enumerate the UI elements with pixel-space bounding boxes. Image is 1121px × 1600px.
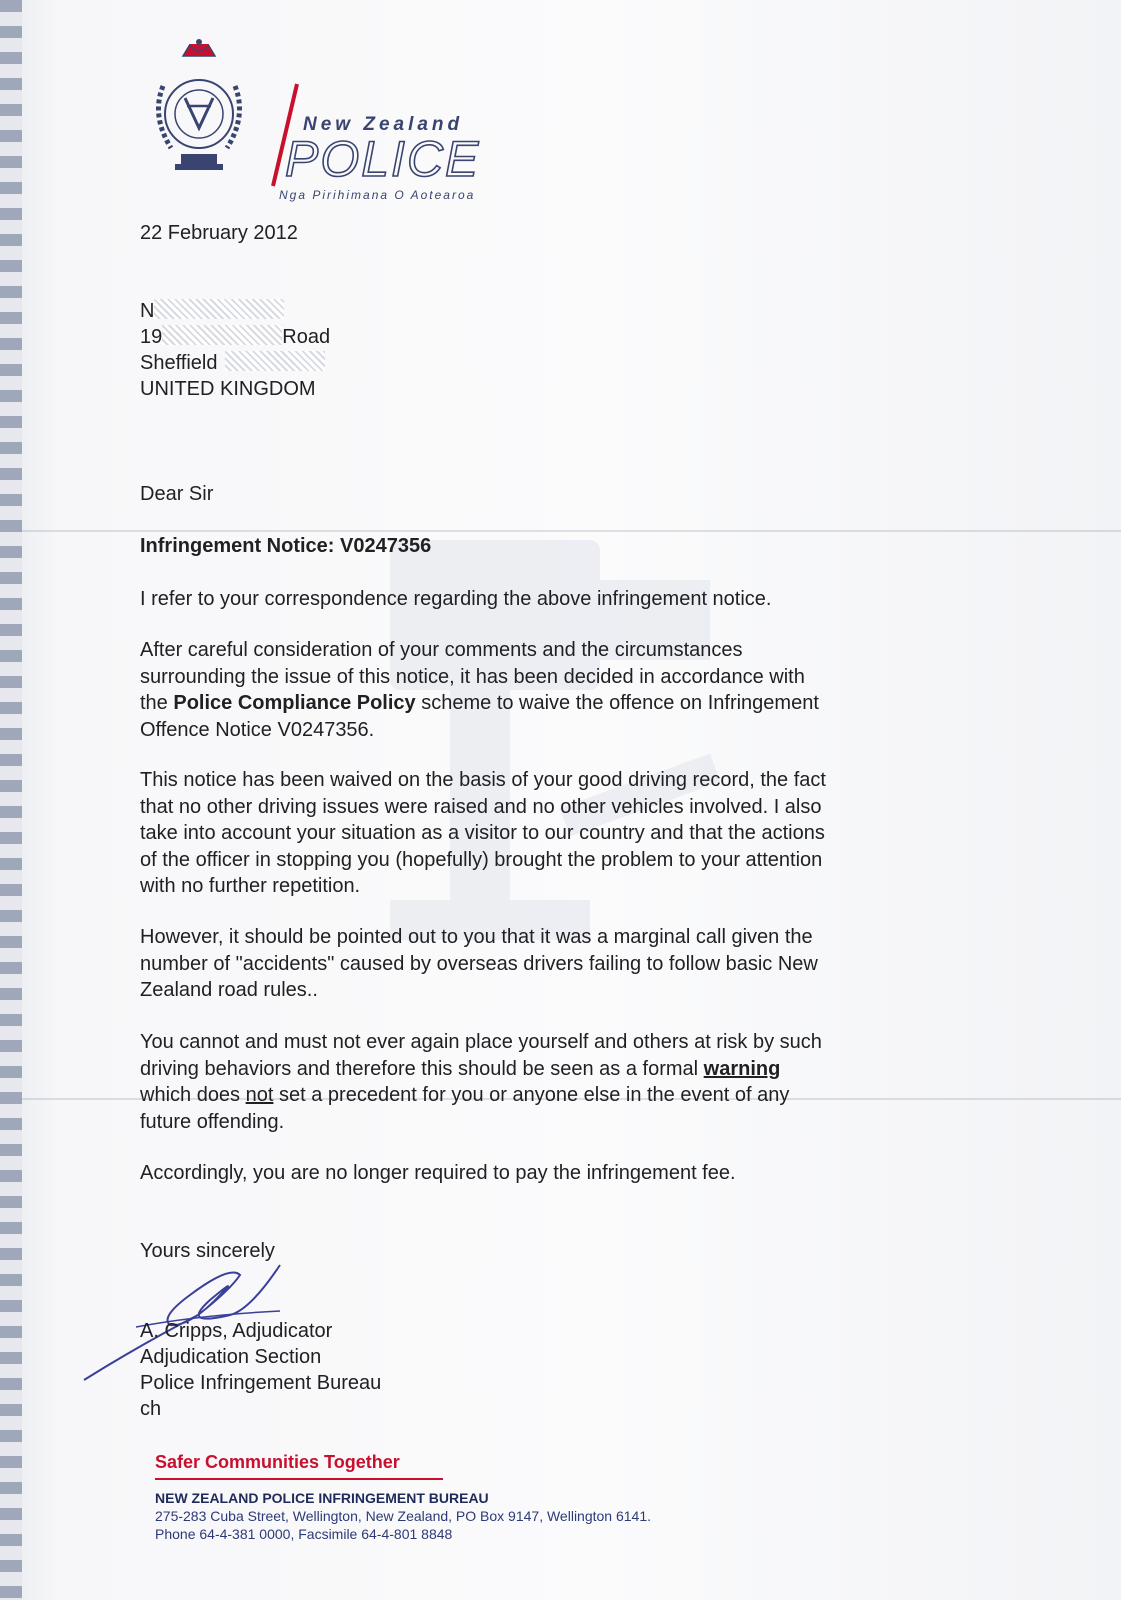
p4-line: However, it should be pointed out to you that it was a marginal call given the	[140, 926, 813, 948]
subject-line: Infringement Notice: V0247356	[140, 535, 432, 557]
warning-word: warning	[703, 1057, 781, 1080]
footer-bureau: NEW ZEALAND POLICE INFRINGEMENT BUREAU	[155, 1490, 489, 1506]
signatory-initials: ch	[140, 1398, 162, 1420]
p4-line: Zealand road rules..	[140, 979, 318, 1001]
redaction	[225, 351, 325, 371]
recipient-name-partial: N	[140, 300, 155, 322]
p3-line: take into account your situation as a visitor to our country and that the actions	[140, 822, 825, 844]
p3-line: that no other driving issues were raised and no other vehicles involved. I also	[140, 795, 822, 818]
fold-line	[22, 530, 1121, 532]
street-prefix: 19	[140, 326, 163, 348]
footer-divider	[155, 1478, 443, 1480]
recipient-name	[140, 298, 284, 325]
signatory-name: A. Cripps, Adjudicator	[140, 1320, 333, 1342]
paragraph-5	[140, 1029, 822, 1135]
p5-line	[140, 1056, 822, 1083]
p4-line: number of "accidents" caused by overseas drivers failing to follow basic New	[140, 952, 818, 975]
recipient-country: UNITED KINGDOM	[140, 378, 316, 400]
p2-text: the	[140, 692, 174, 714]
p5-line	[140, 1082, 822, 1109]
p2-text: scheme to waive the offence on Infringement	[415, 692, 819, 714]
city: Sheffield	[140, 352, 218, 374]
p5-line: You cannot and must not ever again place yourself and others at risk by such	[140, 1031, 822, 1053]
recipient-city	[140, 350, 325, 377]
p2-line: After careful consideration of your comments and the circumstances	[140, 639, 743, 661]
signatory-bureau: Police Infringement Bureau	[140, 1372, 382, 1394]
p5-line: future offending.	[140, 1110, 285, 1133]
salutation: Dear Sir	[140, 483, 214, 505]
p5-text: driving behaviors and therefore this should be seen as a formal	[140, 1057, 704, 1080]
p3-line: with no further repetition.	[140, 875, 361, 897]
p5-text: set a precedent for you or anyone else in the event of any	[273, 1084, 790, 1106]
closing: Yours sincerely	[140, 1240, 275, 1262]
binding-strip	[0, 0, 22, 1600]
footer-slogan: Safer Communities Together	[155, 1452, 400, 1472]
signatory-section: Adjudication Section	[140, 1346, 322, 1368]
p5-text: which does	[140, 1084, 246, 1106]
paragraph-3	[140, 767, 826, 900]
brand-country: New Zealand	[303, 114, 464, 135]
p2-line: Offence Notice V0247356.	[140, 718, 375, 741]
p2-line	[140, 690, 819, 717]
p3-line: of the officer in stopping you (hopefully) brought the problem to your attention	[140, 848, 823, 871]
paragraph-2	[140, 637, 819, 743]
paragraph-4	[140, 924, 818, 1004]
redaction	[162, 325, 282, 345]
brand-maori: Nga Pirihimana O Aotearoa	[279, 188, 476, 202]
paragraph-1: I refer to your correspondence regarding the above infringement notice.	[140, 588, 772, 610]
not-word: not	[245, 1084, 274, 1106]
street-suffix: Road	[282, 326, 331, 348]
letter-date: 22 February 2012	[140, 222, 298, 244]
crest-icon	[145, 36, 253, 174]
paragraph-6: Accordingly, you are no longer required to pay the infringement fee.	[140, 1162, 736, 1184]
footer-phone: Phone 64-4-381 0000, Facsimile 64-4-801 8848	[155, 1526, 453, 1542]
redaction	[154, 299, 284, 319]
p3-line: This notice has been waived on the basis of your good driving record, the fact	[140, 769, 826, 791]
p2-line: surrounding the issue of this notice, it has been decided in accordance with	[140, 665, 805, 688]
brand-police: POLICE	[285, 131, 481, 187]
recipient-street	[140, 324, 330, 351]
policy-name: Police Compliance Policy	[173, 692, 416, 714]
footer-address: 275-283 Cuba Street, Wellington, New Zealand, PO Box 9147, Wellington 6141.	[155, 1508, 652, 1524]
police-logo	[145, 36, 565, 202]
